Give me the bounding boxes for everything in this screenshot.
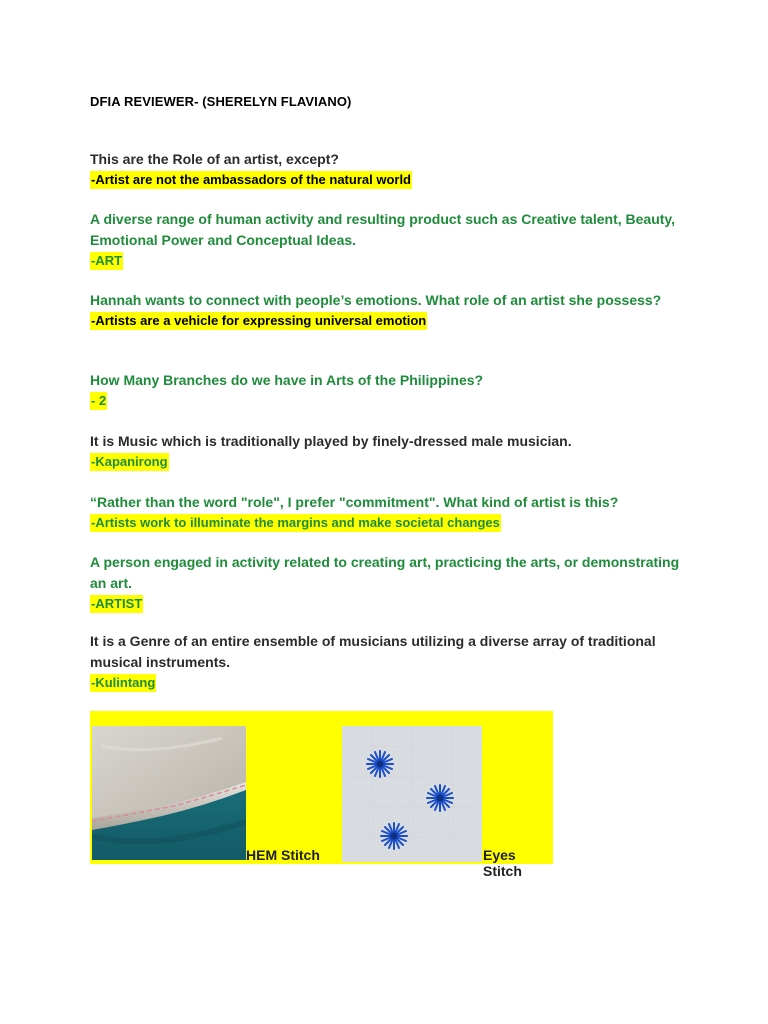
qa-item-3: [90, 290, 690, 330]
question-6: “Rather than the word "role", I prefer "commitment". What kind of artist is this?: [90, 494, 619, 510]
answer-2: -ART: [91, 253, 123, 268]
answer-5: -Kapanirong: [91, 454, 168, 469]
answer-1: -Artist are not the ambassadors of the natural world: [91, 172, 411, 187]
qa-item-8: [90, 631, 690, 692]
document-title: DFIA REVIEWER- (SHERELYN FLAVIANO): [90, 94, 352, 109]
answer-3: -Artists are a vehicle for expressing universal emotion: [91, 313, 427, 328]
question-4: How Many Branches do we have in Arts of the Philippines?: [90, 372, 484, 388]
answer-6: -Artists work to illuminate the margins and make societal changes: [91, 515, 500, 530]
question-5: It is Music which is traditionally played by finely-dressed male musician.: [90, 433, 572, 449]
qa-item-7: [90, 552, 690, 613]
eyes-stitch-label: Eyes Stitch: [483, 847, 522, 879]
answer-7: -ARTIST: [91, 596, 143, 611]
stitch-images-panel: [90, 711, 553, 879]
question-7: A person engaged in activity related to creating art, practicing the arts, or demonstrating an art.: [90, 554, 680, 591]
qa-item-2: [90, 209, 690, 270]
question-2: A diverse range of human activity and resulting product such as Creative talent, Beauty, Emotional Power and Conceptual Ideas.: [90, 211, 676, 248]
hem-stitch-label: HEM Stitch: [246, 847, 320, 863]
question-1: This are the Role of an artist, except?: [90, 151, 339, 167]
question-8: It is a Genre of an entire ensemble of musicians utilizing a diverse array of traditional musical instruments.: [90, 633, 656, 670]
qa-item-5: [90, 431, 690, 471]
answer-4: - 2: [91, 393, 107, 408]
question-3: Hannah wants to connect with people’s emotions. What role of an artist she possess?: [90, 292, 662, 308]
qa-item-4: [90, 370, 690, 410]
qa-item-6: [90, 492, 690, 532]
eyes-stitch-photo: [342, 726, 482, 862]
hem-stitch-photo: [92, 726, 246, 860]
answer-8: -Kulintang: [91, 675, 156, 690]
qa-item-1: [90, 149, 690, 189]
